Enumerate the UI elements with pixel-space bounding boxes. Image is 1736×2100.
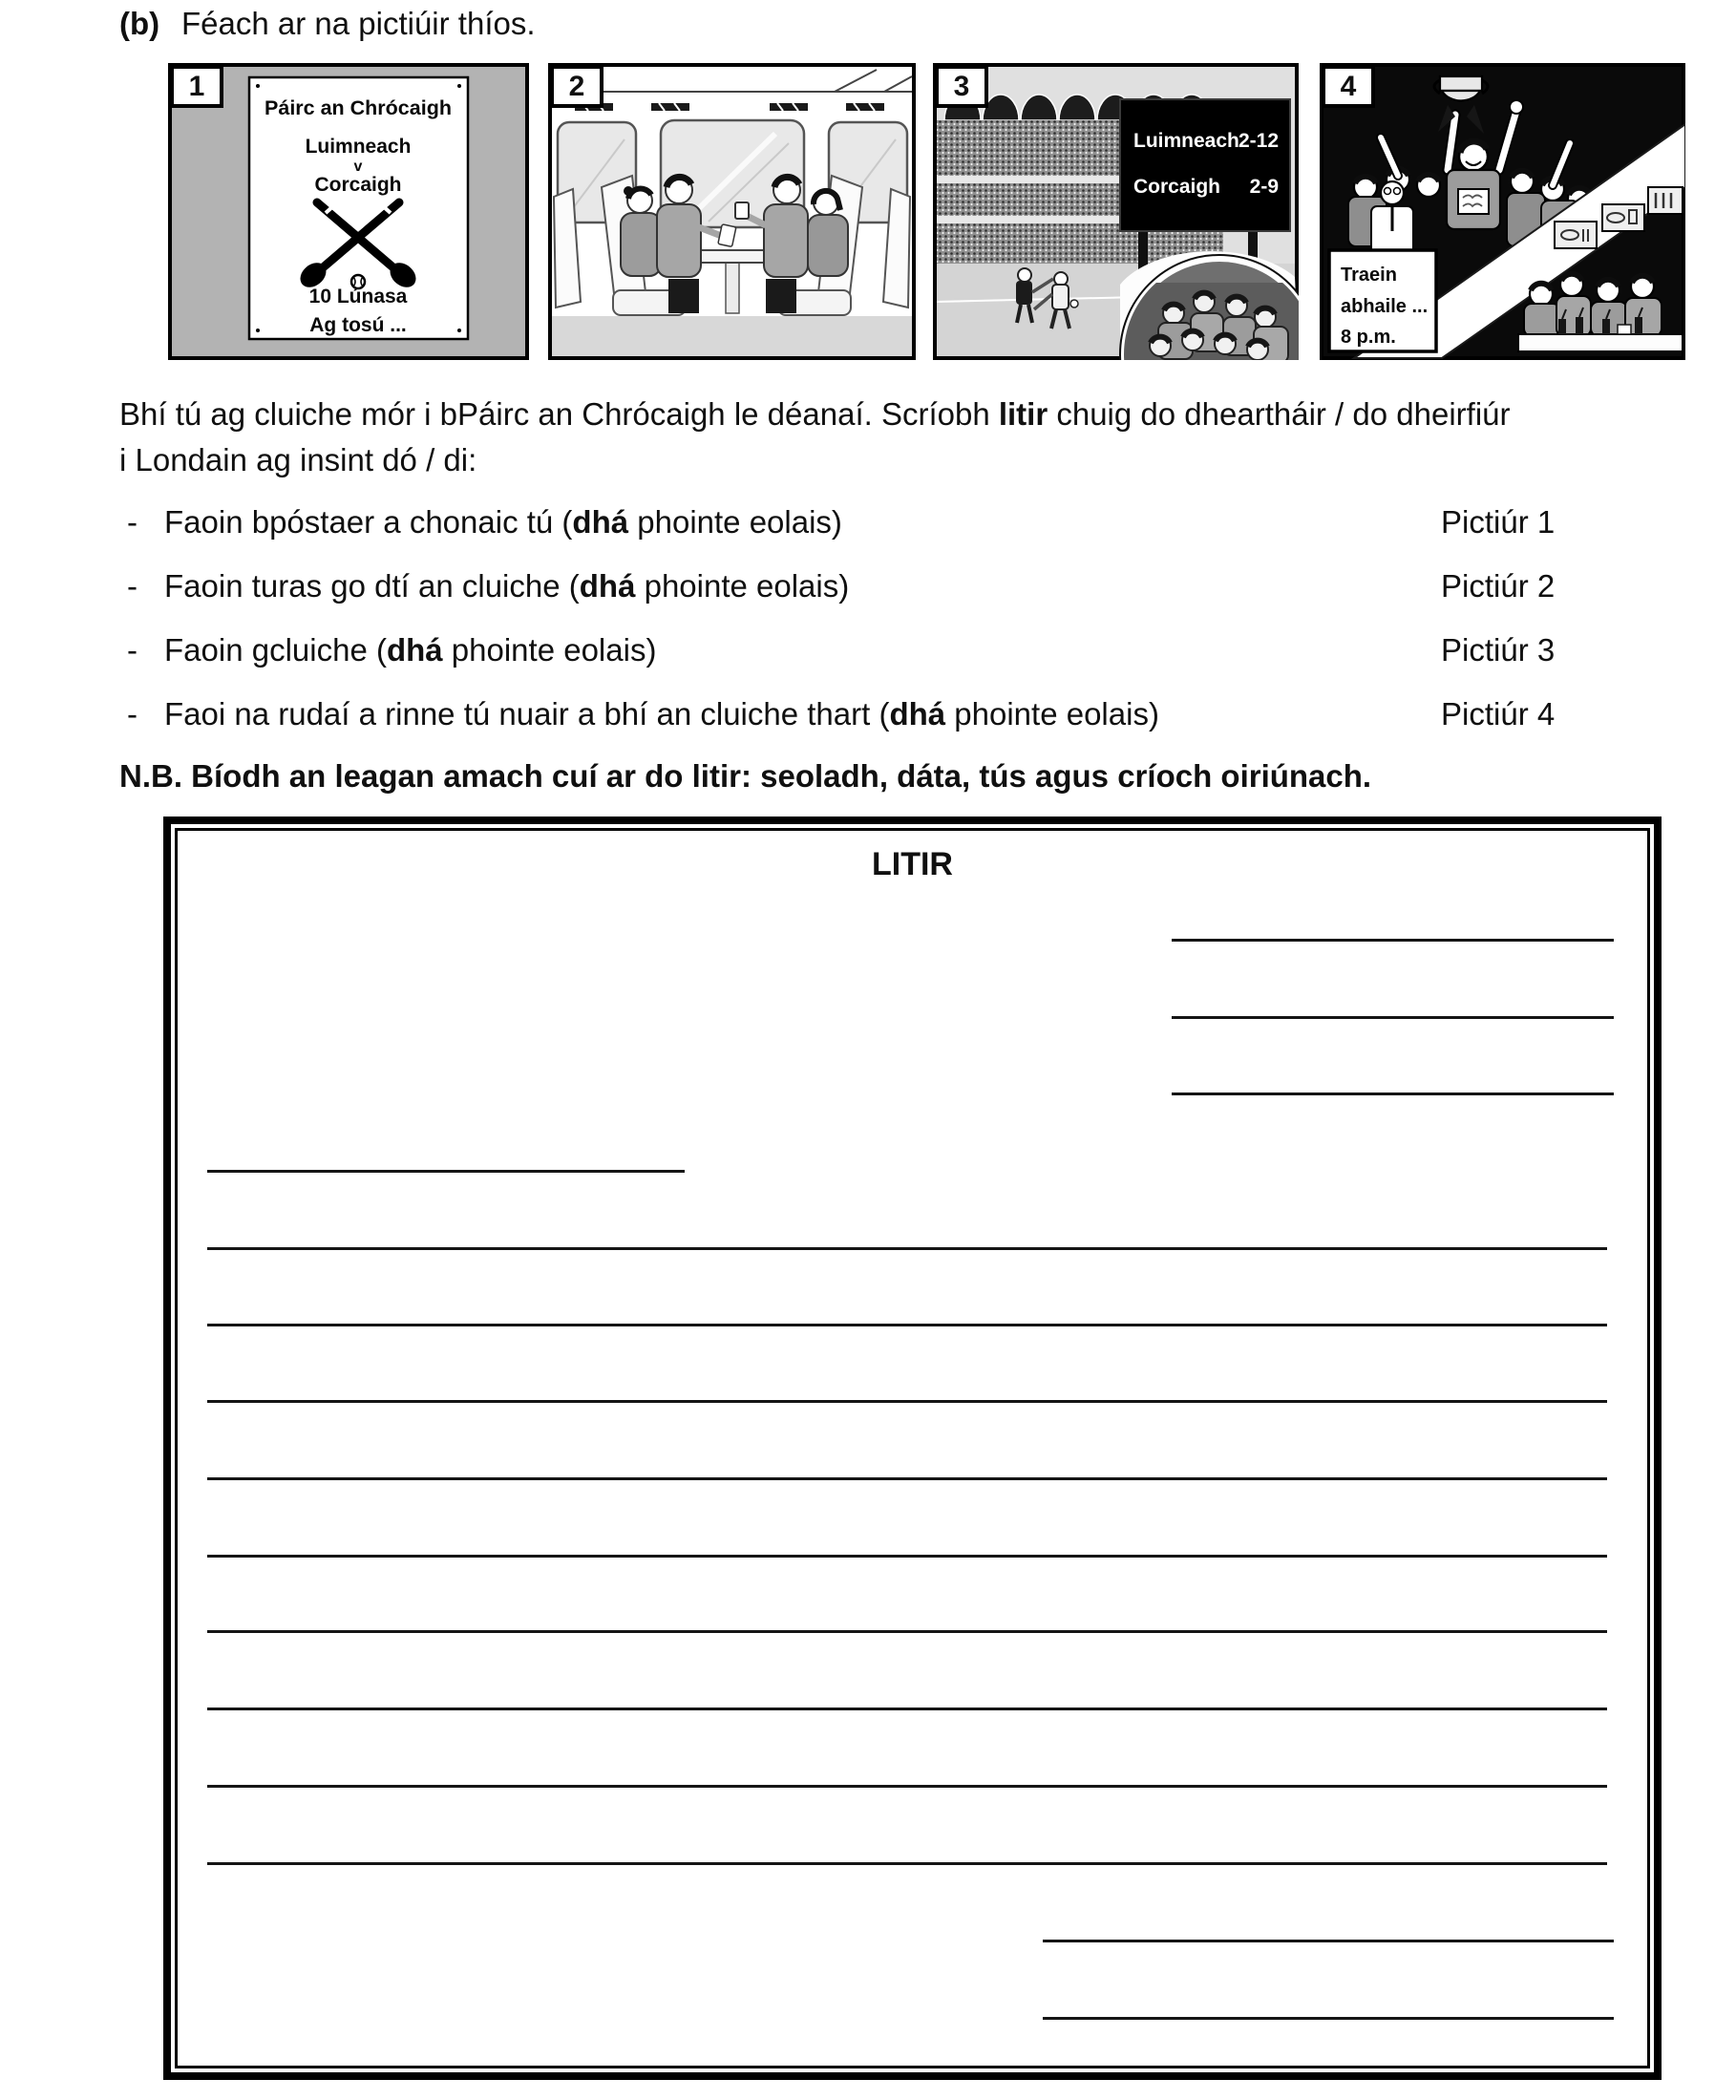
signoff-line-2 — [1043, 2017, 1614, 2020]
poster-date: 10 Lúnasa — [308, 286, 408, 308]
letter-body-line-6 — [207, 1630, 1607, 1633]
letter-body-line-2 — [207, 1324, 1607, 1326]
letter-body-line-7 — [207, 1708, 1607, 1710]
letter-body-line-9 — [207, 1862, 1607, 1865]
letter-writing-box — [163, 817, 1662, 2080]
task-point-2-picture-ref: Pictiúr 2 — [1441, 568, 1556, 604]
task-point-4 — [127, 696, 1563, 760]
letter-body-line-1 — [207, 1247, 1607, 1250]
letter-content-area — [178, 831, 1647, 2066]
task-point-4-text: Faoi na rudaí a rinne tú nuair a bhí an cluiche thart (dhá phointe eolais) — [164, 696, 1159, 732]
greeting-line — [207, 1170, 685, 1173]
task-intro — [119, 392, 1580, 483]
picture-strip — [168, 63, 1685, 360]
question-label: (b) — [119, 6, 160, 41]
task-points — [127, 504, 1563, 760]
letter-body-line-4 — [207, 1477, 1607, 1480]
picture-1-number: 1 — [170, 65, 223, 108]
scoreboard-score-away: 2-9 — [1249, 176, 1279, 198]
picture-3-number: 3 — [935, 65, 988, 108]
caption-line1: Traein — [1341, 265, 1397, 286]
task-point-3 — [127, 632, 1563, 696]
poster-team-home: Luimneach — [305, 136, 412, 158]
bullet-dash: - — [127, 696, 138, 732]
scoreboard-team-away: Corcaigh — [1133, 176, 1221, 198]
train-home-caption — [1329, 250, 1436, 351]
scoreboard-score-home: 2-12 — [1238, 130, 1279, 152]
letter-box-inner-border — [175, 828, 1650, 2068]
poster-team-away: Corcaigh — [314, 174, 402, 196]
task-point-3-text: Faoin gcluiche (dhá phointe eolais) — [164, 632, 657, 668]
task-intro-line2: i Londain ag insint dó / di: — [119, 442, 477, 477]
letter-body-line-8 — [207, 1785, 1607, 1788]
intro-text: Bhí tú ag cluiche mór i bPáirc an Chrócaigh le déanaí. Scríobh — [119, 396, 999, 432]
letter-body-line-5 — [207, 1555, 1607, 1558]
task-point-2-text: Faoin turas go dtí an cluiche (dhá phointe eolais) — [164, 568, 850, 604]
address-date-line — [1172, 1092, 1614, 1095]
bullet-dash: - — [127, 504, 138, 540]
poster-versus: v — [353, 159, 363, 175]
question-header — [119, 6, 536, 42]
task-point-3-picture-ref: Pictiúr 3 — [1441, 632, 1556, 668]
bullet-dash: - — [127, 568, 138, 604]
picture-4-celebration — [1320, 63, 1685, 360]
task-intro-line1 — [119, 392, 1580, 437]
caption-line2: abhaile ... — [1341, 296, 1429, 317]
letter-body-line-3 — [207, 1400, 1607, 1403]
intro-bold-litir: litir — [998, 396, 1048, 432]
poster-starting: Ag tosú ... — [309, 314, 407, 336]
bullet-dash: - — [127, 632, 138, 668]
picture-2-number: 2 — [550, 65, 603, 108]
poster-venue: Páirc an Chrócaigh — [265, 96, 452, 119]
task-point-4-picture-ref: Pictiúr 4 — [1441, 696, 1556, 732]
caption-line3: 8 p.m. — [1341, 327, 1396, 348]
task-point-1-picture-ref: Pictiúr 1 — [1441, 504, 1556, 540]
letter-title: LITIR — [872, 846, 953, 882]
signoff-line-1 — [1043, 1940, 1614, 1942]
task-point-1 — [127, 504, 1563, 568]
picture-1-poster — [168, 63, 529, 360]
picture-3-match — [933, 63, 1299, 360]
scoreboard-team-home: Luimneach — [1133, 130, 1239, 152]
format-note: N.B. Bíodh an leagan amach cuí ar do litir: seoladh, dáta, tús agus críoch oiriúnach. — [119, 758, 1372, 794]
address-line-1 — [1172, 939, 1614, 942]
task-point-2 — [127, 568, 1563, 632]
picture-4-number: 4 — [1322, 65, 1375, 108]
picture-2-train — [548, 63, 916, 360]
task-point-1-text: Faoin bpóstaer a chonaic tú (dhá phointe eolais) — [164, 504, 842, 540]
question-text: Féach ar na pictiúir thíos. — [181, 6, 536, 41]
intro-text-cont: chuig do dheartháir / do dheirfiúr — [1048, 396, 1511, 432]
address-line-2 — [1172, 1016, 1614, 1019]
